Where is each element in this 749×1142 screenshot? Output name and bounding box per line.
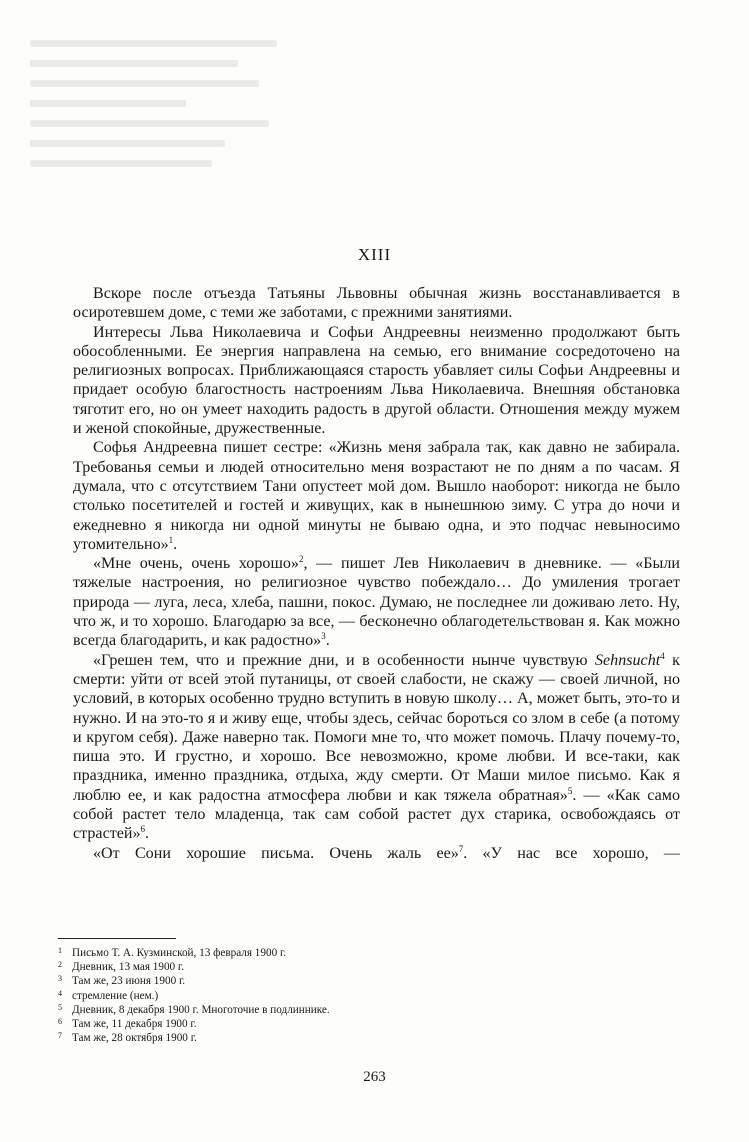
footnote [58,989,558,1003]
text-run: . — «Как само собой растет тело младенца, так сам собой растет дух старика, освобождаясь от страстей» [73,786,680,843]
text-run: . [145,825,150,843]
footnote-number: 4 [58,988,62,998]
paragraph [73,554,680,650]
footnote-ref: 4 [660,650,665,661]
body-text [73,284,680,863]
footnote-ref: 1 [168,534,174,545]
text-run: «Грешен тем, что и прежние дни, и в особенности нынче чувствую [93,651,595,669]
text-run: «Мне очень, очень хорошо» [93,555,299,573]
paragraph [73,323,680,439]
footnote [58,1003,558,1017]
footnote-text: Письмо Т. А. Кузминской, 13 февраля 1900 г. [72,947,287,959]
footnote-number: 1 [58,946,62,955]
footnote [58,946,558,960]
chapter-heading: XIII [357,245,392,264]
footnote-number: 7 [58,1031,62,1041]
footnote-number: 3 [58,974,62,984]
footnote-number: 5 [58,1002,62,1012]
text-run: , — пишет Лев Николаевич в дневнике. — «Были тяжелые настроения, но религиозное чувство побеждало… До умиления трогает природа — луга, леса, хлеба, пашни, покос. Думаю, не последнее ли доживаю лето. Ну, что ж, и то хорошо. Благодарю за все, — бесконечно облагодетельствован я. Как можно всегда благодарить, и как радостно» [73,555,680,650]
footnote [58,1017,558,1031]
footnote-text: Там же, 23 июня 1900 г. [72,975,186,988]
footnote [58,974,558,988]
paragraph [73,284,680,323]
text-run: . «У нас все хорошо, — [463,844,680,862]
footnote-ref: 7 [458,843,464,854]
footnote-ref: 2 [298,554,304,565]
text-run: . [325,632,330,650]
text-run: к смерти: уйти от всей этой путаницы, от своей слабости, не скажу — своей личной, но условий, в которых особенно трудно вступить в новую школу… А, может быть, это-то и нужно. И на это-то я и живу еще, чтобы здесь, сейчас бороться со злом в себе (а потому и кругом себя). Даже наверно так. Помоги мне то, что может помочь. Плачу почему-то, пиша это. И грустно, и хорошо. Все невозможно, кроме любви. И все-таки, как праздника, именно праздника, отдыха, жду смерти. От Маши милое письмо. Как я люблю ее, и как радостна атмосфера любви и как тяжела обратная» [73,651,680,804]
footnote-text: Там же, 11 декабря 1900 г. [72,1018,197,1031]
paragraph [73,651,680,844]
show-through-text [30,40,290,200]
footnote-ref: 6 [140,824,146,835]
paragraph [73,844,680,863]
footnotes [58,946,558,1045]
text-run: Интересы Льва Николаевича и Софьи Андреевны неизменно продолжают быть обособленными. Ее энергия направлена на семью, его внимание сосредоточено на религиозных вопросах. Приближающаяся старость убавляет силы Софьи Андреевны и придает особую благостность настроениям Льва Николаевича. Внешняя обстановка тяготит его, но он умеет находить радость в другой области. Отношения между мужем и женой спокойные, дружественные. [73,323,680,438]
footnote-rule [58,938,176,939]
footnote-ref: 3 [321,631,326,642]
footnote-text: стремление (нем.) [72,989,159,1002]
footnote [58,1031,558,1045]
footnote-number: 2 [58,960,62,970]
foreign-word: Sehnsucht [594,651,661,669]
footnote-text: Там же, 28 октября 1900 г. [72,1032,197,1045]
text-run: Софья Андреевна пишет сестре: «Жизнь меня забрала так, как давно не забирала. Требованья семьи и людей относительно меня возрастают не по дням а по часам. Я думала, что с отсутствием Тани опустеет мой дом. Вышло наоборот: никогда не было столько посетителей и гостей и живущих, как в нынешнюю зиму. С утра до ночи и ежедневно я никогда ни одной минуты не бываю одна, и это подчас невыносимо утомительно» [73,439,680,553]
page-number: 263 [363,1069,386,1085]
footnote-ref: 5 [567,785,573,796]
text-run: «От Сони хорошие письма. Очень жаль ее» [93,844,459,862]
footnote-text: Дневник, 13 мая 1900 г. [72,961,185,974]
text-run: Вскоре после отъезда Татьяны Львовны обычная жизнь восстанавливается в осиротевшем доме, с теми же заботами, с прежними занятиями. [73,285,680,322]
footnote-text: Дневник, 8 декабря 1900 г. Многоточие в подлиннике. [72,1003,330,1016]
footnote-number: 6 [58,1017,62,1027]
footnote [58,960,558,974]
paragraph [73,438,680,554]
text-run: . [173,535,178,553]
